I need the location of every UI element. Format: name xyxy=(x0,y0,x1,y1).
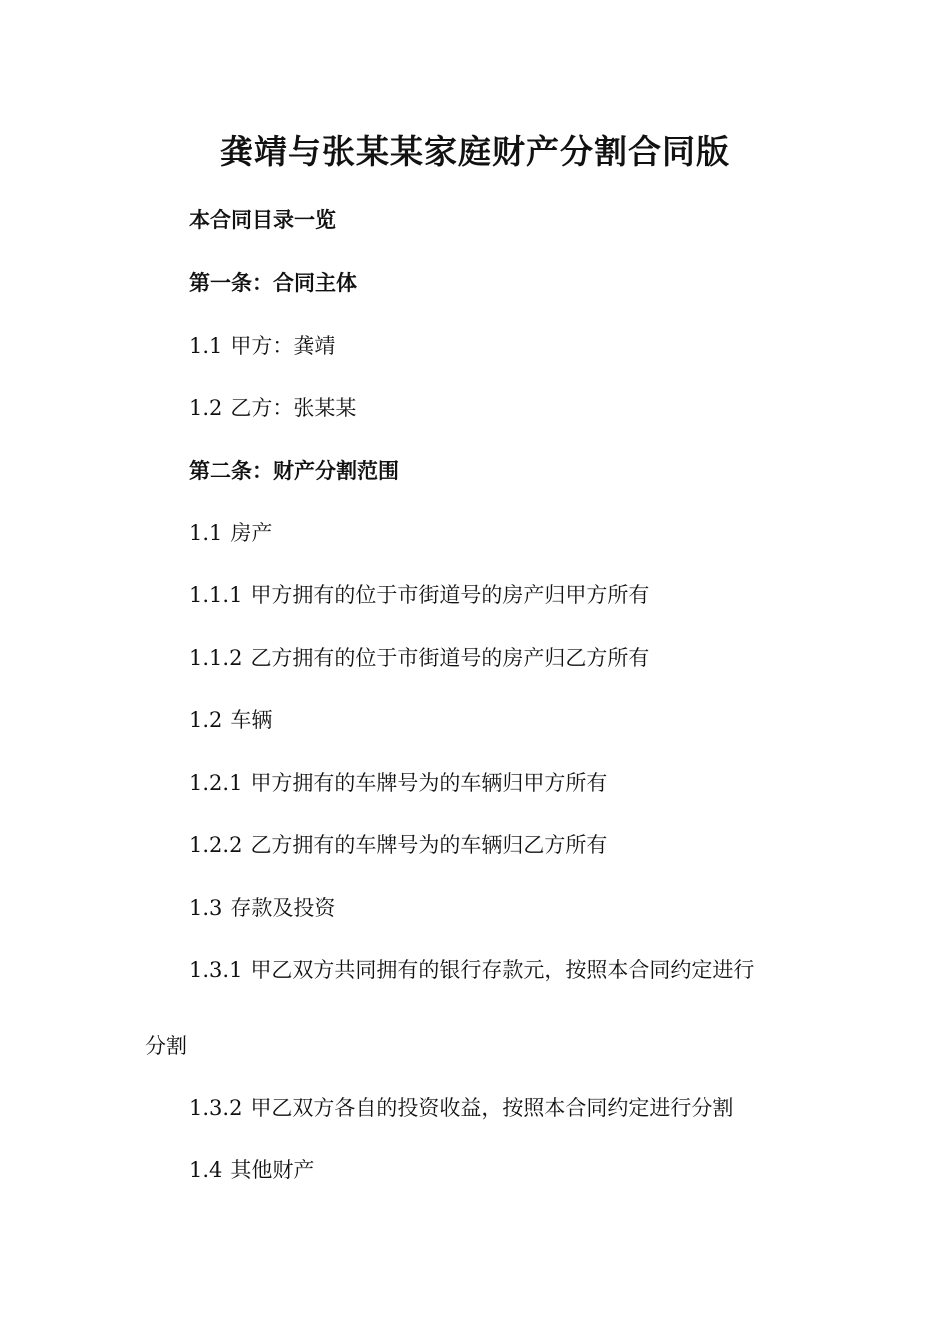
list-item xyxy=(189,768,607,798)
list-item xyxy=(189,580,649,610)
item-text: 甲方拥有的车牌号为的车辆归甲方所有 xyxy=(250,771,608,795)
list-item xyxy=(189,893,335,923)
list-item xyxy=(189,1093,733,1123)
item-text: 甲乙双方共同拥有的银行存款元，按照本合同约定进行 xyxy=(250,958,755,982)
article-2-heading: 第二条：财产分割范围 xyxy=(189,459,399,483)
list-item-continuation: 分割 xyxy=(145,1034,187,1058)
item-number: 1.2 xyxy=(189,708,223,732)
item-text: 甲方：龚靖 xyxy=(230,334,336,358)
article-1-heading: 第一条：合同主体 xyxy=(189,271,357,295)
item-number: 1.2 xyxy=(189,396,223,420)
list-item xyxy=(189,830,607,860)
item-number: 1.1.2 xyxy=(189,646,243,670)
item-text: 甲方拥有的位于市街道号的房产归甲方所有 xyxy=(250,583,650,607)
item-text: 乙方拥有的位于市街道号的房产归乙方所有 xyxy=(250,646,650,670)
item-number: 1.3.2 xyxy=(189,1096,243,1120)
item-text: 乙方拥有的车牌号为的车辆归乙方所有 xyxy=(250,833,608,857)
item-text: 存款及投资 xyxy=(230,896,336,920)
item-text: 车辆 xyxy=(230,708,273,732)
list-item xyxy=(189,705,272,735)
list-item xyxy=(189,518,272,548)
item-number: 1.3.1 xyxy=(189,958,243,982)
item-text: 其他财产 xyxy=(230,1158,315,1182)
list-item xyxy=(189,955,754,985)
item-number: 1.3 xyxy=(189,896,223,920)
item-number: 1.4 xyxy=(189,1158,223,1182)
item-text: 甲乙双方各自的投资收益，按照本合同约定进行分割 xyxy=(250,1096,734,1120)
list-item xyxy=(189,1155,314,1185)
item-text: 房产 xyxy=(230,521,273,545)
item-number: 1.1 xyxy=(189,521,223,545)
item-number: 1.2.1 xyxy=(189,771,243,795)
document-title: 龚靖与张某某家庭财产分割合同版 xyxy=(220,132,730,171)
item-number: 1.1 xyxy=(189,334,223,358)
item-number: 1.1.1 xyxy=(189,583,243,607)
toc-heading: 本合同目录一览 xyxy=(189,208,336,232)
item-text: 乙方：张某某 xyxy=(230,396,357,420)
list-item xyxy=(189,331,335,361)
list-item xyxy=(189,393,356,423)
item-number: 1.2.2 xyxy=(189,833,243,857)
list-item xyxy=(189,643,649,673)
